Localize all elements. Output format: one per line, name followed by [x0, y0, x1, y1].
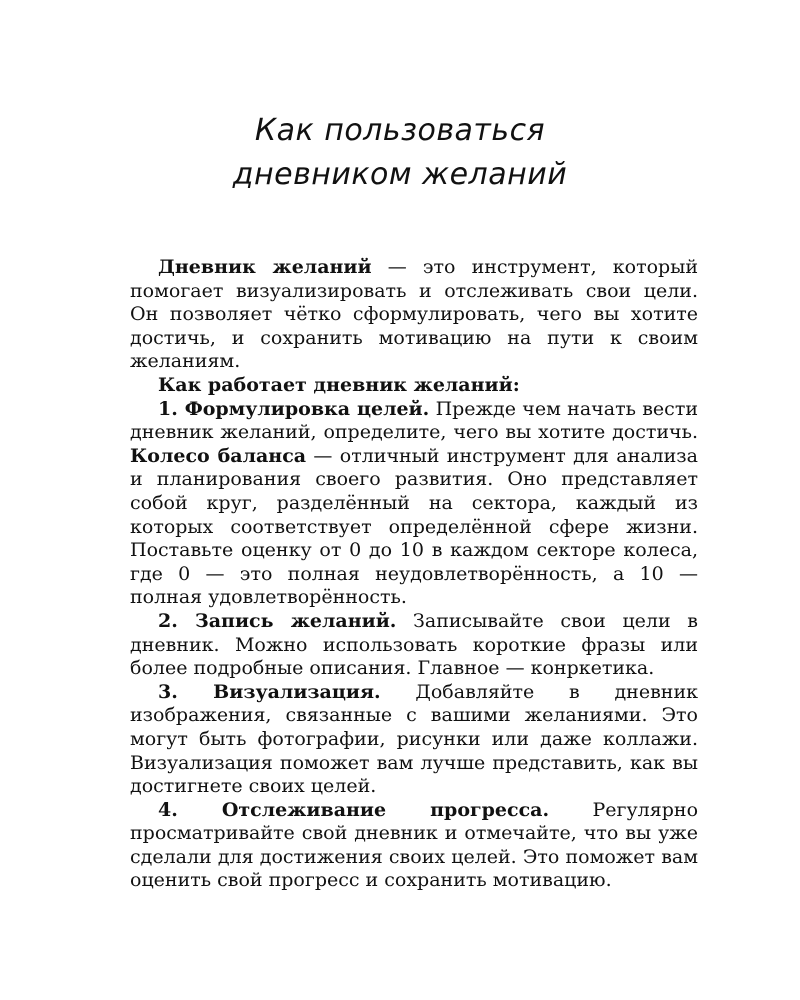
step-text: Регулярно просматривайте свой дневник и отмечайте, что вы уже сделали для достижения своих целей. Это поможет вам оценить свой прогресс и сохранить мотивацию. — [130, 798, 699, 892]
step-text: Добавляйте в дневник изображения, связанные с вашими желаниями. Это могут быть фотографии, рисунки или даже коллажи. Визуализация поможет вам лучше представить, как вы достигнете своих целей. — [130, 680, 698, 798]
page-title-line-2: дневником желаний — [232, 157, 568, 192]
step-term: Колесо баланса — [130, 444, 307, 467]
step-text: Записывайте свои цели в дневник. Можно использовать короткие фразы или более подробные описания. Главное — конркетика. — [130, 609, 698, 680]
intro-text: — это инструмент, который помогает визуализировать и отслеживать свои цели. Он позволяет чётко сформулировать, чего вы хотите достичь, и сохранить мотивацию на пути к своим желаниям. — [130, 256, 698, 373]
step-title: 2. Запись желаний. — [158, 609, 397, 632]
step-4 — [130, 799, 698, 893]
step-text: — отличный инструмент для анализа и планирования своего развития. Оно представляет собой круг, разделённый на сектора, каждый из которых соответствует определённой сфере жизни. Поставьте оценку от 0 до 10 в каждом секторе колеса, где 0 — это полная неудовлетворённость, а 10 — полная удовлетворённость. — [130, 444, 698, 609]
page-title-line-1: Как пользоваться — [254, 113, 546, 148]
step-3 — [130, 681, 698, 799]
intro-term: Дневник желаний — [158, 256, 372, 278]
section-heading: Как работает дневник желаний: — [158, 374, 520, 396]
step-text: Прежде чем начать вести дневник желаний, определите, чего вы хотите достичь. — [130, 397, 698, 444]
step-title: 1. Формулировка целей. — [158, 397, 430, 420]
step-title: 4. Отслеживание прогресса. — [158, 798, 550, 821]
step-1 — [130, 398, 698, 610]
intro-paragraph — [130, 256, 698, 374]
how-it-works-section — [130, 374, 698, 893]
step-2 — [130, 610, 698, 681]
step-title: 3. Визуализация. — [158, 680, 381, 703]
